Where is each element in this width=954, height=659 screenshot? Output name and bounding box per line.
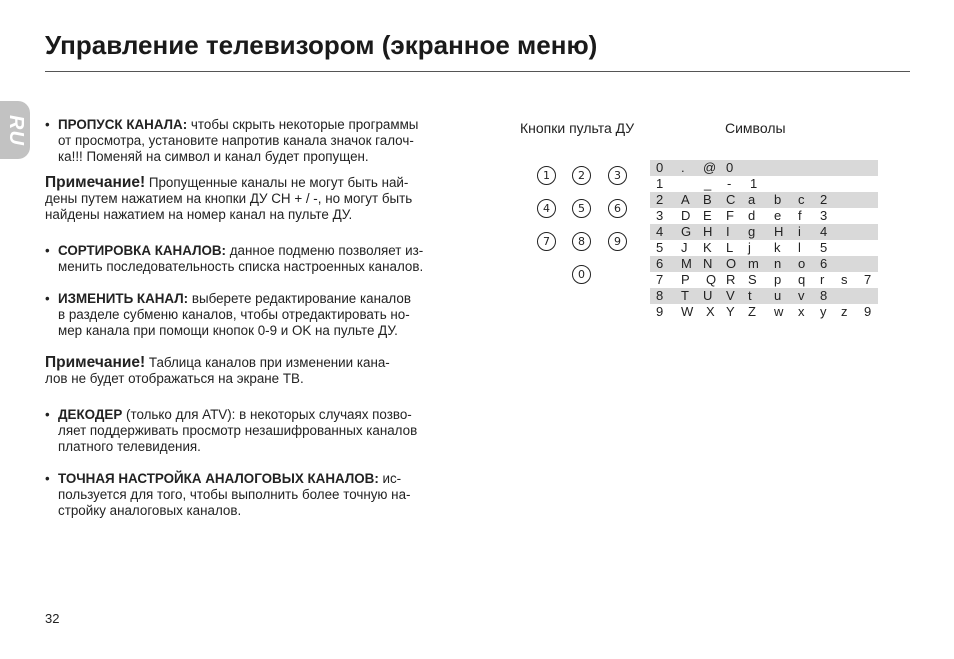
- symbol-cell: j: [748, 240, 751, 255]
- bullet-decoder: • ДЕКОДЕР (только для ATV): в некоторых случаях позво- ляет поддерживать просмотр незашифрованных каналов платного телевидения.: [45, 407, 455, 455]
- symbol-cell: 7: [864, 272, 872, 287]
- symbol-cell: p: [774, 272, 782, 287]
- symbol-cell: F: [726, 208, 734, 223]
- remote-key-6: 6: [608, 199, 627, 218]
- symbol-cell: 4: [820, 224, 828, 239]
- symbol-cell: i: [798, 224, 801, 239]
- symbol-cell: g: [748, 224, 756, 239]
- symbol-cell: Z: [748, 304, 756, 319]
- symbol-cell: R: [726, 272, 736, 287]
- bullet-sort-channels: • СОРТИРОВКА КАНАЛОВ: данное подменю позволяет из- менить последовательность списка настроенных каналов.: [45, 243, 455, 275]
- symbol-cell: E: [703, 208, 712, 223]
- symbols-row: [650, 256, 878, 272]
- symbol-cell: 3: [820, 208, 828, 223]
- symbol-cell: 5: [656, 240, 664, 255]
- symbol-cell: H: [703, 224, 713, 239]
- symbol-cell: B: [703, 192, 712, 207]
- symbol-cell: K: [703, 240, 712, 255]
- symbol-cell: 9: [864, 304, 872, 319]
- symbol-cell: P: [681, 272, 690, 287]
- symbol-cell: y: [820, 304, 827, 319]
- skip-channel-label: ПРОПУСК КАНАЛА:: [58, 117, 188, 132]
- symbol-cell: s: [841, 272, 848, 287]
- remote-key-5: 5: [572, 199, 591, 218]
- symbol-cell: N: [703, 256, 713, 271]
- symbol-cell: 6: [656, 256, 664, 271]
- symbol-cell: 0: [726, 160, 734, 175]
- remote-key-8: 8: [572, 232, 591, 251]
- symbols-row: [650, 304, 878, 320]
- symbol-cell: 2: [820, 192, 828, 207]
- remote-key-3: 3: [608, 166, 627, 185]
- symbol-cell: 8: [820, 288, 828, 303]
- note-skipped-channels: Примечание! Пропущенные каналы не могут быть най- дены путем нажатием на кнопки ДУ CH + / -, но могут быть найдены нажатием на номер канал на пульте ДУ.: [45, 174, 413, 222]
- symbol-cell: 6: [820, 256, 828, 271]
- symbol-cell: v: [798, 288, 805, 303]
- symbol-cell: l: [798, 240, 801, 255]
- symbols-table: [650, 160, 878, 320]
- symbol-cell: 1: [750, 176, 758, 191]
- symbol-cell: 8: [656, 288, 664, 303]
- symbols-row: [650, 192, 878, 208]
- symbol-cell: t: [748, 288, 752, 303]
- symbol-cell: Q: [706, 272, 717, 287]
- page-number: 32: [45, 611, 60, 626]
- symbol-cell: d: [748, 208, 756, 223]
- symbols-header: Символы: [725, 120, 786, 136]
- symbol-cell: f: [798, 208, 802, 223]
- remote-key-9: 9: [608, 232, 627, 251]
- symbol-cell: Y: [726, 304, 735, 319]
- symbols-row: [650, 160, 878, 176]
- symbol-cell: a: [748, 192, 756, 207]
- symbol-cell: 1: [656, 176, 664, 191]
- symbol-cell: W: [681, 304, 694, 319]
- remote-key-2: 2: [572, 166, 591, 185]
- symbol-cell: X: [706, 304, 715, 319]
- symbol-cell: 3: [656, 208, 664, 223]
- symbols-row: [650, 208, 878, 224]
- symbol-cell: -: [727, 176, 732, 191]
- symbol-cell: _: [704, 176, 712, 191]
- symbol-cell: .: [681, 160, 685, 175]
- symbols-row: [650, 288, 878, 304]
- symbol-cell: m: [748, 256, 759, 271]
- remote-key-0: 0: [572, 265, 591, 284]
- remote-key-4: 4: [537, 199, 556, 218]
- symbol-cell: I: [726, 224, 730, 239]
- symbols-row: [650, 224, 878, 240]
- symbol-cell: J: [681, 240, 688, 255]
- remote-key-1: 1: [537, 166, 556, 185]
- language-tab-label: RU: [4, 114, 27, 146]
- decoder-label: ДЕКОДЕР: [58, 407, 123, 422]
- sort-channels-label: СОРТИРОВКА КАНАЛОВ:: [58, 243, 227, 258]
- symbol-cell: L: [726, 240, 734, 255]
- bullet-fine-tuning: • ТОЧНАЯ НАСТРОЙКА АНАЛОГОВЫХ КАНАЛОВ: ис- пользуется для того, чтобы выполнить более точную на- стройку аналоговых каналов.: [45, 471, 455, 519]
- symbol-cell: C: [726, 192, 736, 207]
- page-title: Управление телевизором (экранное меню): [45, 30, 598, 60]
- symbol-cell: q: [798, 272, 806, 287]
- symbol-cell: k: [774, 240, 781, 255]
- language-tab: [0, 101, 30, 159]
- symbol-cell: z: [841, 304, 848, 319]
- symbols-row: [650, 176, 878, 192]
- symbols-row: [650, 240, 878, 256]
- remote-buttons-header: Кнопки пульта ДУ: [520, 120, 635, 136]
- note-heading: Примечание!: [45, 354, 146, 371]
- symbol-cell: O: [726, 256, 737, 271]
- symbol-cell: o: [798, 256, 806, 271]
- remote-key-7: 7: [537, 232, 556, 251]
- symbol-cell: w: [774, 304, 784, 319]
- note-channel-table: Примечание! Таблица каналов при изменении кана- лов не будет отображаться на экране ТВ.: [45, 354, 390, 386]
- symbol-cell: r: [820, 272, 825, 287]
- symbol-cell: T: [681, 288, 689, 303]
- left-column: [45, 117, 455, 519]
- symbol-cell: 9: [656, 304, 664, 319]
- note-heading: Примечание!: [45, 174, 146, 191]
- symbol-cell: G: [681, 224, 692, 239]
- symbol-cell: u: [774, 288, 782, 303]
- symbol-cell: H: [774, 224, 784, 239]
- title-divider: [45, 71, 910, 72]
- symbol-cell: M: [681, 256, 692, 271]
- symbol-cell: 0: [656, 160, 664, 175]
- symbols-row: [650, 272, 878, 288]
- symbol-cell: 4: [656, 224, 664, 239]
- symbol-cell: c: [798, 192, 805, 207]
- symbol-cell: U: [703, 288, 713, 303]
- symbol-cell: 2: [656, 192, 664, 207]
- fine-tuning-label: ТОЧНАЯ НАСТРОЙКА АНАЛОГОВЫХ КАНАЛОВ:: [58, 471, 379, 486]
- symbol-cell: n: [774, 256, 782, 271]
- symbol-cell: S: [748, 272, 757, 287]
- bullet-skip-channel: • ПРОПУСК КАНАЛА: чтобы скрыть некоторые программы от просмотра, установите напротив канала значок галоч- ка!!! Поменяй на символ и канал будет пропущен.: [45, 117, 455, 165]
- symbol-cell: e: [774, 208, 782, 223]
- symbol-cell: V: [726, 288, 735, 303]
- edit-channel-label: ИЗМЕНИТЬ КАНАЛ:: [58, 291, 189, 306]
- symbol-cell: 7: [656, 272, 664, 287]
- symbol-cell: x: [798, 304, 805, 319]
- bullet-edit-channel: • ИЗМЕНИТЬ КАНАЛ: выберете редактирование каналов в разделе субменю каналов, чтобы отредактировать но- мер канала при помощи кнопок 0-9 и OK на пульте ДУ.: [45, 291, 455, 339]
- symbol-cell: D: [681, 208, 691, 223]
- symbol-cell: A: [681, 192, 690, 207]
- symbol-cell: @: [703, 160, 717, 175]
- symbol-cell: 5: [820, 240, 828, 255]
- symbol-cell: b: [774, 192, 782, 207]
